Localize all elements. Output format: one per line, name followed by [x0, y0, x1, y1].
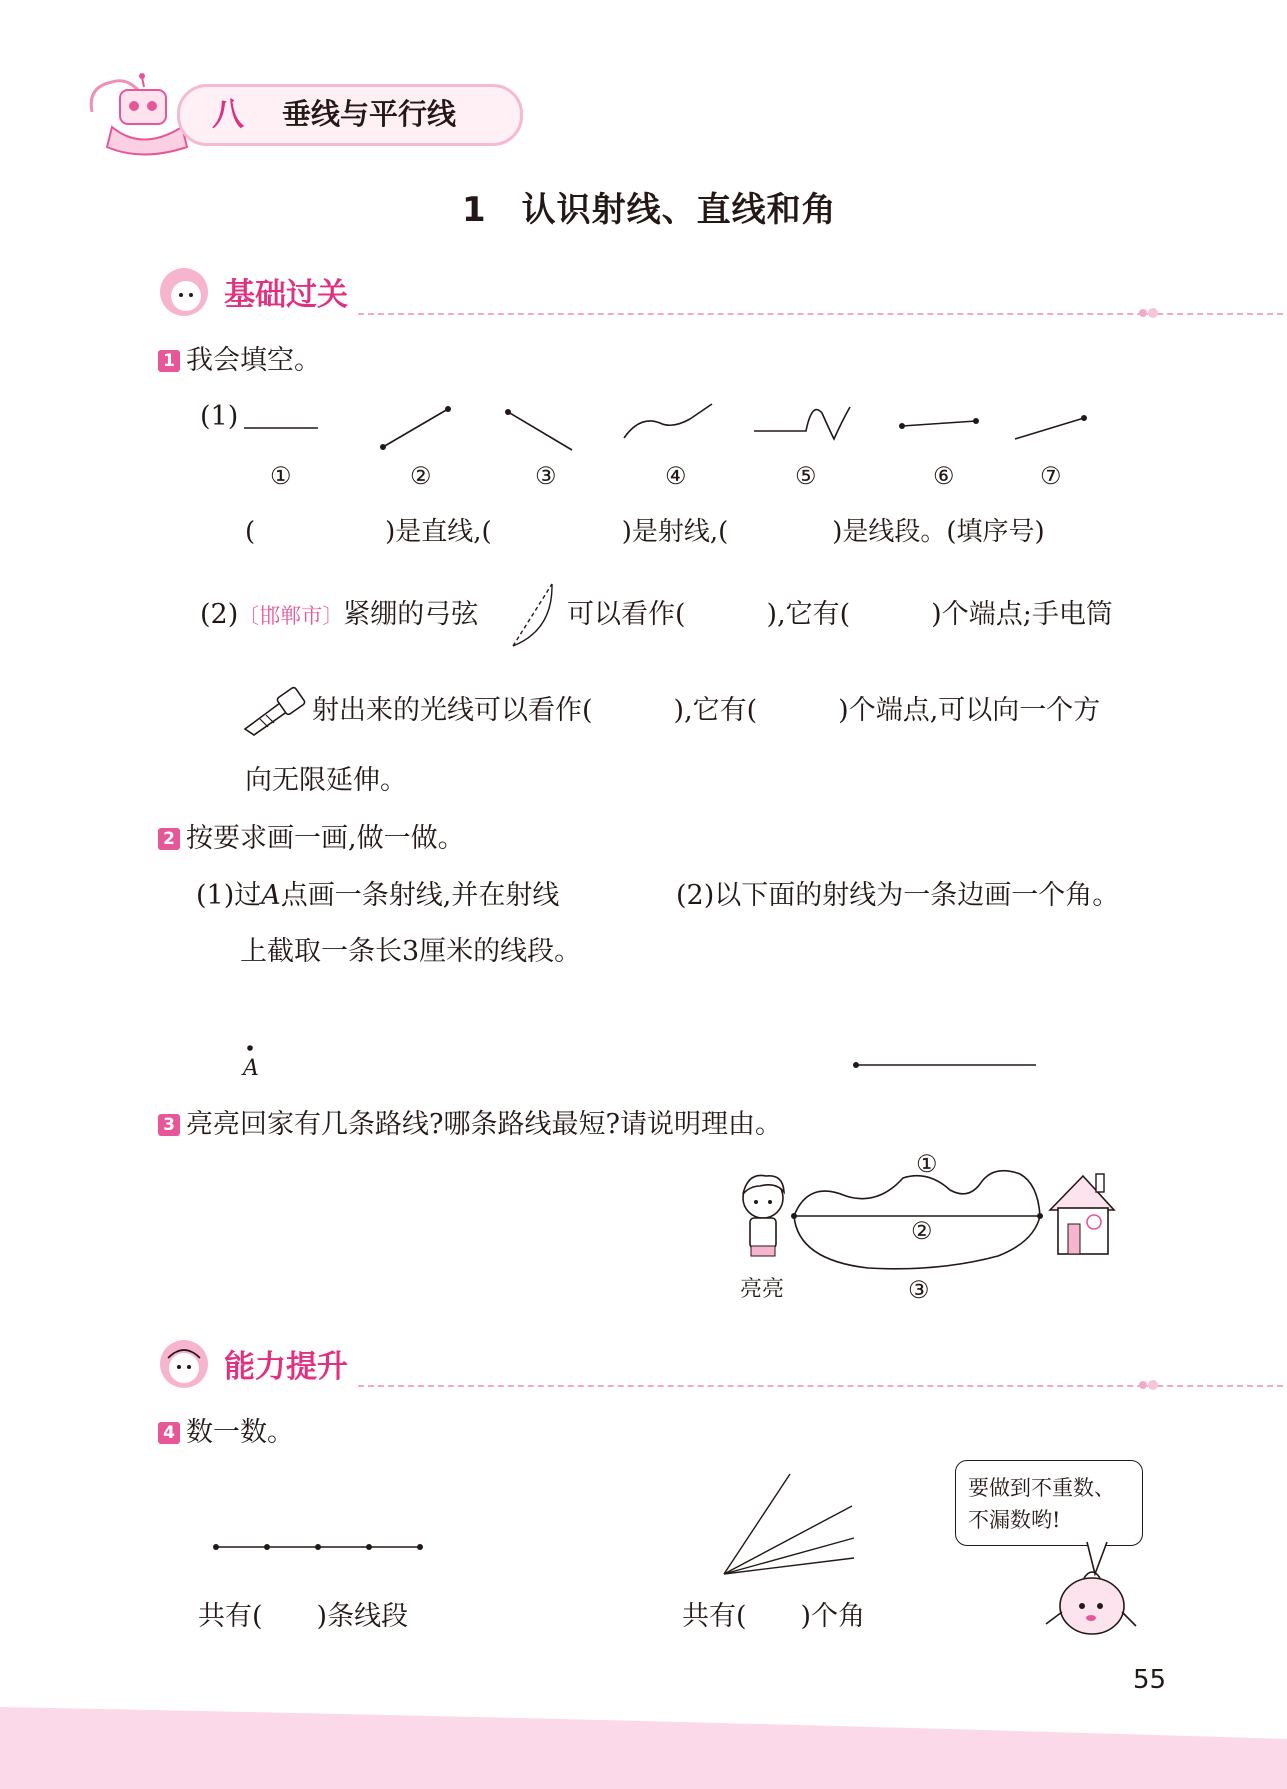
- q4-number: 4: [158, 1422, 180, 1444]
- q1-figures: [240, 395, 1140, 475]
- q1-part1-prefix: (1): [200, 401, 239, 432]
- q3-number: 3: [158, 1114, 180, 1136]
- figure-label: ⑦: [1040, 462, 1062, 490]
- chapter-number: 八: [212, 95, 245, 133]
- chapter-title: 垂线与平行线: [282, 97, 457, 131]
- onion-mascot-icon: [1040, 1562, 1140, 1642]
- figure-label: ②: [410, 462, 432, 490]
- page-number: 55: [1133, 1665, 1167, 1695]
- segments-figure: [210, 1540, 440, 1554]
- point-a: [245, 1043, 255, 1053]
- route-label-3: ③: [908, 1276, 930, 1304]
- q1-part2-line1b: 可以看作( ),它有( )个端点;手电筒: [567, 599, 1113, 630]
- figure-label: ④: [665, 462, 687, 490]
- figure-label: ⑤: [795, 462, 817, 490]
- lesson-title: 1 认识射线、直线和角: [462, 190, 837, 230]
- given-ray: [852, 1060, 1042, 1070]
- figure-label: ①: [270, 462, 292, 490]
- section-basic-title: 基础过关: [224, 277, 348, 313]
- dots-ornament-icon: [1138, 306, 1168, 320]
- section-advanced-title: 能力提升: [224, 1349, 348, 1385]
- figure-label: ③: [535, 462, 557, 490]
- region-tag: 〔邯郸市〕: [238, 604, 344, 628]
- section-advanced-header: [158, 1338, 1158, 1388]
- boy-name: 亮亮: [740, 1277, 785, 1302]
- q1-number: 1: [158, 350, 180, 372]
- house-icon: [1050, 1174, 1114, 1254]
- girl-mascot-icon: [158, 266, 210, 318]
- point-a-label: A: [243, 1056, 259, 1081]
- route-map: [728, 1160, 1148, 1310]
- hint-text-2: 不漏数哟!: [968, 1508, 1061, 1532]
- route-label-1: ①: [916, 1150, 938, 1178]
- section-basic-header: [158, 266, 1158, 316]
- q1-part2-line2: 射出来的光线可以看作( ),它有( )个端点,可以向一个方: [312, 695, 1101, 726]
- bow-string-icon: [508, 580, 558, 650]
- boy-mascot-icon: [158, 1338, 210, 1390]
- q2-part2: (2)以下面的射线为一条边画一个角。: [676, 880, 1120, 911]
- q1-part2-line3: 向无限延伸。: [245, 765, 407, 796]
- q4-title: 4 数一数。: [158, 1416, 294, 1450]
- q4-answer-segments: 共有( )条线段: [198, 1601, 409, 1632]
- q1-part2-line1: (2)〔邯郸市〕紧绷的弓弦: [200, 599, 479, 630]
- bottom-band: [0, 1689, 1287, 1789]
- q4-answer-angles: 共有( )个角: [682, 1601, 866, 1632]
- boy-icon: [743, 1175, 784, 1256]
- q2-number: 2: [158, 828, 180, 850]
- q1-fill-line: ( )是直线,( )是射线,( )是线段。(填序号): [245, 517, 1045, 547]
- q1-title: 1 我会填空。: [158, 344, 321, 378]
- q2-part1-line2: 上截取一条长3厘米的线段。: [240, 936, 582, 967]
- chapter-banner: [82, 72, 532, 152]
- flashlight-icon: [240, 685, 310, 735]
- q3-title: 3 亮亮回家有几条路线?哪条路线最短?请说明理由。: [158, 1108, 782, 1142]
- hint-text-1: 要做到不重数、: [968, 1476, 1115, 1500]
- dots-ornament-icon: [1138, 1378, 1168, 1392]
- q2-part1: (1)过A点画一条射线,并在射线: [196, 880, 560, 911]
- figure-label: ⑥: [933, 462, 955, 490]
- route-label-2: ②: [911, 1217, 933, 1245]
- q2-title: 2 按要求画一画,做一做。: [158, 822, 465, 856]
- angles-figure: [720, 1470, 860, 1580]
